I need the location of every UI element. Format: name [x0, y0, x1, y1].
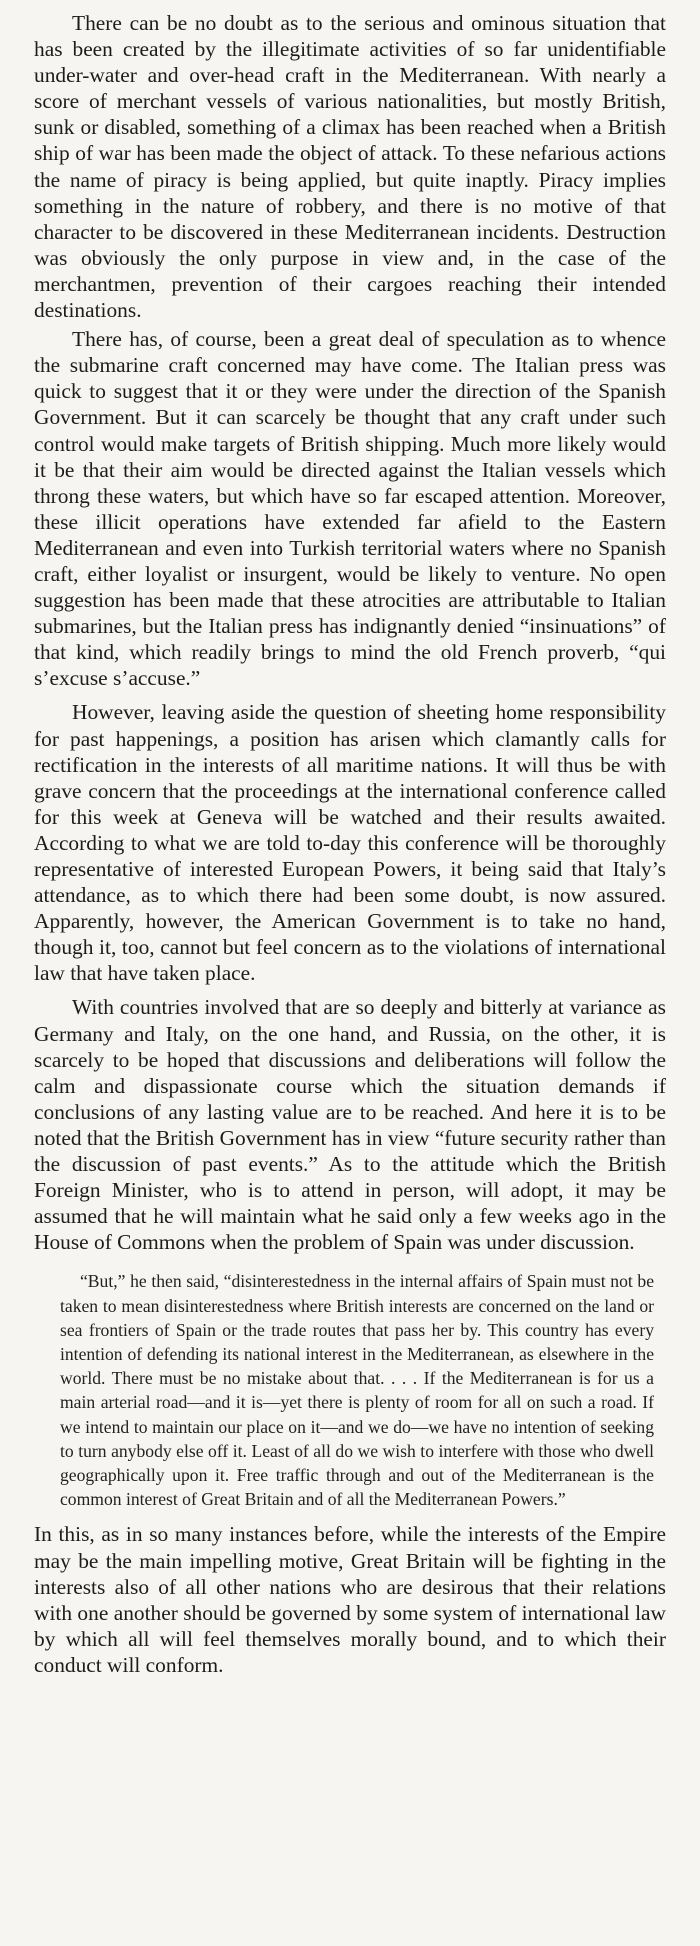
paragraph-4: With countries involved that are so deeply and bitterly at variance as Germany and Italy, on the one hand, and Russia, on the other, it is scarcely to be hoped that discussions and deliberations will follow the calm and dispassionate course which the situation demands if conclusions of any lasting value are to be reached. And here it is to be noted that the British Government has in view “future security rather than the discussion of past events.” As to the attitude which the British Foreign Minister, who is to attend in person, will adopt, it may be assumed that he will maintain what he said only a few weeks ago in the House of Commons when the problem of Spain was under discussion. — [34, 995, 666, 1255]
block-quote: “But,” he then said, “disinterestedness in the internal affairs of Spain must not be taken to mean disinterestedness where British interests are concerned on the land or sea frontiers of Spain or the trade routes that pass her by. This country has every intention of defending its national interest in the Mediterranean, as elsewhere in the world. There must be no mistake about that. . . . If the Mediterranean is for us a main arterial road—and it is—yet there is plenty of room for all on such a road. If we intend to maintain our place on it—and we do—we have no intention of seeking to turn anybody else off it. Least of all do we wish to interfere with those who dwell geographically upon it. Free traffic through and out of the Mediterranean is the common interest of Great Britain and of all the Mediterranean Powers.” — [60, 1271, 654, 1510]
paragraph-1: There can be no doubt as to the serious and ominous situation that has been created by the illegitimate activities of so far unidentifiable under-water and over-head craft in the Mediterranean. With nearly a score of merchant vessels of various nationalities, but mostly British, sunk or disabled, something of a climax has been reached when a British ship of war has been made the object of attack. To these nefarious actions the name of piracy is being applied, but quite inaptly. Piracy implies something in the nature of robbery, and there is no motive of that character to be discovered in these Mediterranean incidents. Destruction was obviously the only purpose in view and, in the case of the merchantmen, prevention of their cargoes reaching their intended destinations. — [34, 11, 666, 323]
paragraph-2: There has, of course, been a great deal of speculation as to whence the submarine craft concerned may have come. The Italian press was quick to suggest that it or they were under the direction of the Spanish Government. But it can scarcely be thought that any craft under such control would make targets of British shipping. Much more likely would it be that their aim would be directed against the Italian vessels which throng these waters, but which have so far escaped attention. Moreover, these illicit operations have extended far afield to the Eastern Mediterranean and even into Turkish territorial waters where no Spanish craft, either loyalist or insurgent, would be likely to venture. No open suggestion has been made that these atrocities are attributable to Italian submarines, but the Italian press has indignantly denied “insinuations” of that kind, which readily brings to mind the old French proverb, “qui s’excuse s’accuse.” — [34, 327, 666, 691]
paragraph-3: However, leaving aside the question of sheeting home responsibility for past happenings, a position has arisen which clamantly calls for rectification in the interests of all maritime nations. It will thus be with grave concern that the proceedings at the international conference called for this week at Geneva will be watched and their results awaited. According to what we are told to-day this conference will be thoroughly representative of interested European Powers, it being said that Italy’s attendance, as to which there had been some doubt, is now assured. Apparently, however, the American Government is to take no hand, though it, too, cannot but feel concern as to the violations of international law that have taken place. — [34, 700, 666, 986]
closing-paragraph: In this, as in so many instances before, while the interests of the Empire may be the main impelling motive, Great Britain will be fighting in the interests also of all other nations who are desirous that their relations with one another should be governed by some system of international law by which all will feel themselves morally bound, and to which their conduct will conform. — [34, 1522, 666, 1677]
article-page — [34, 10, 666, 1936]
